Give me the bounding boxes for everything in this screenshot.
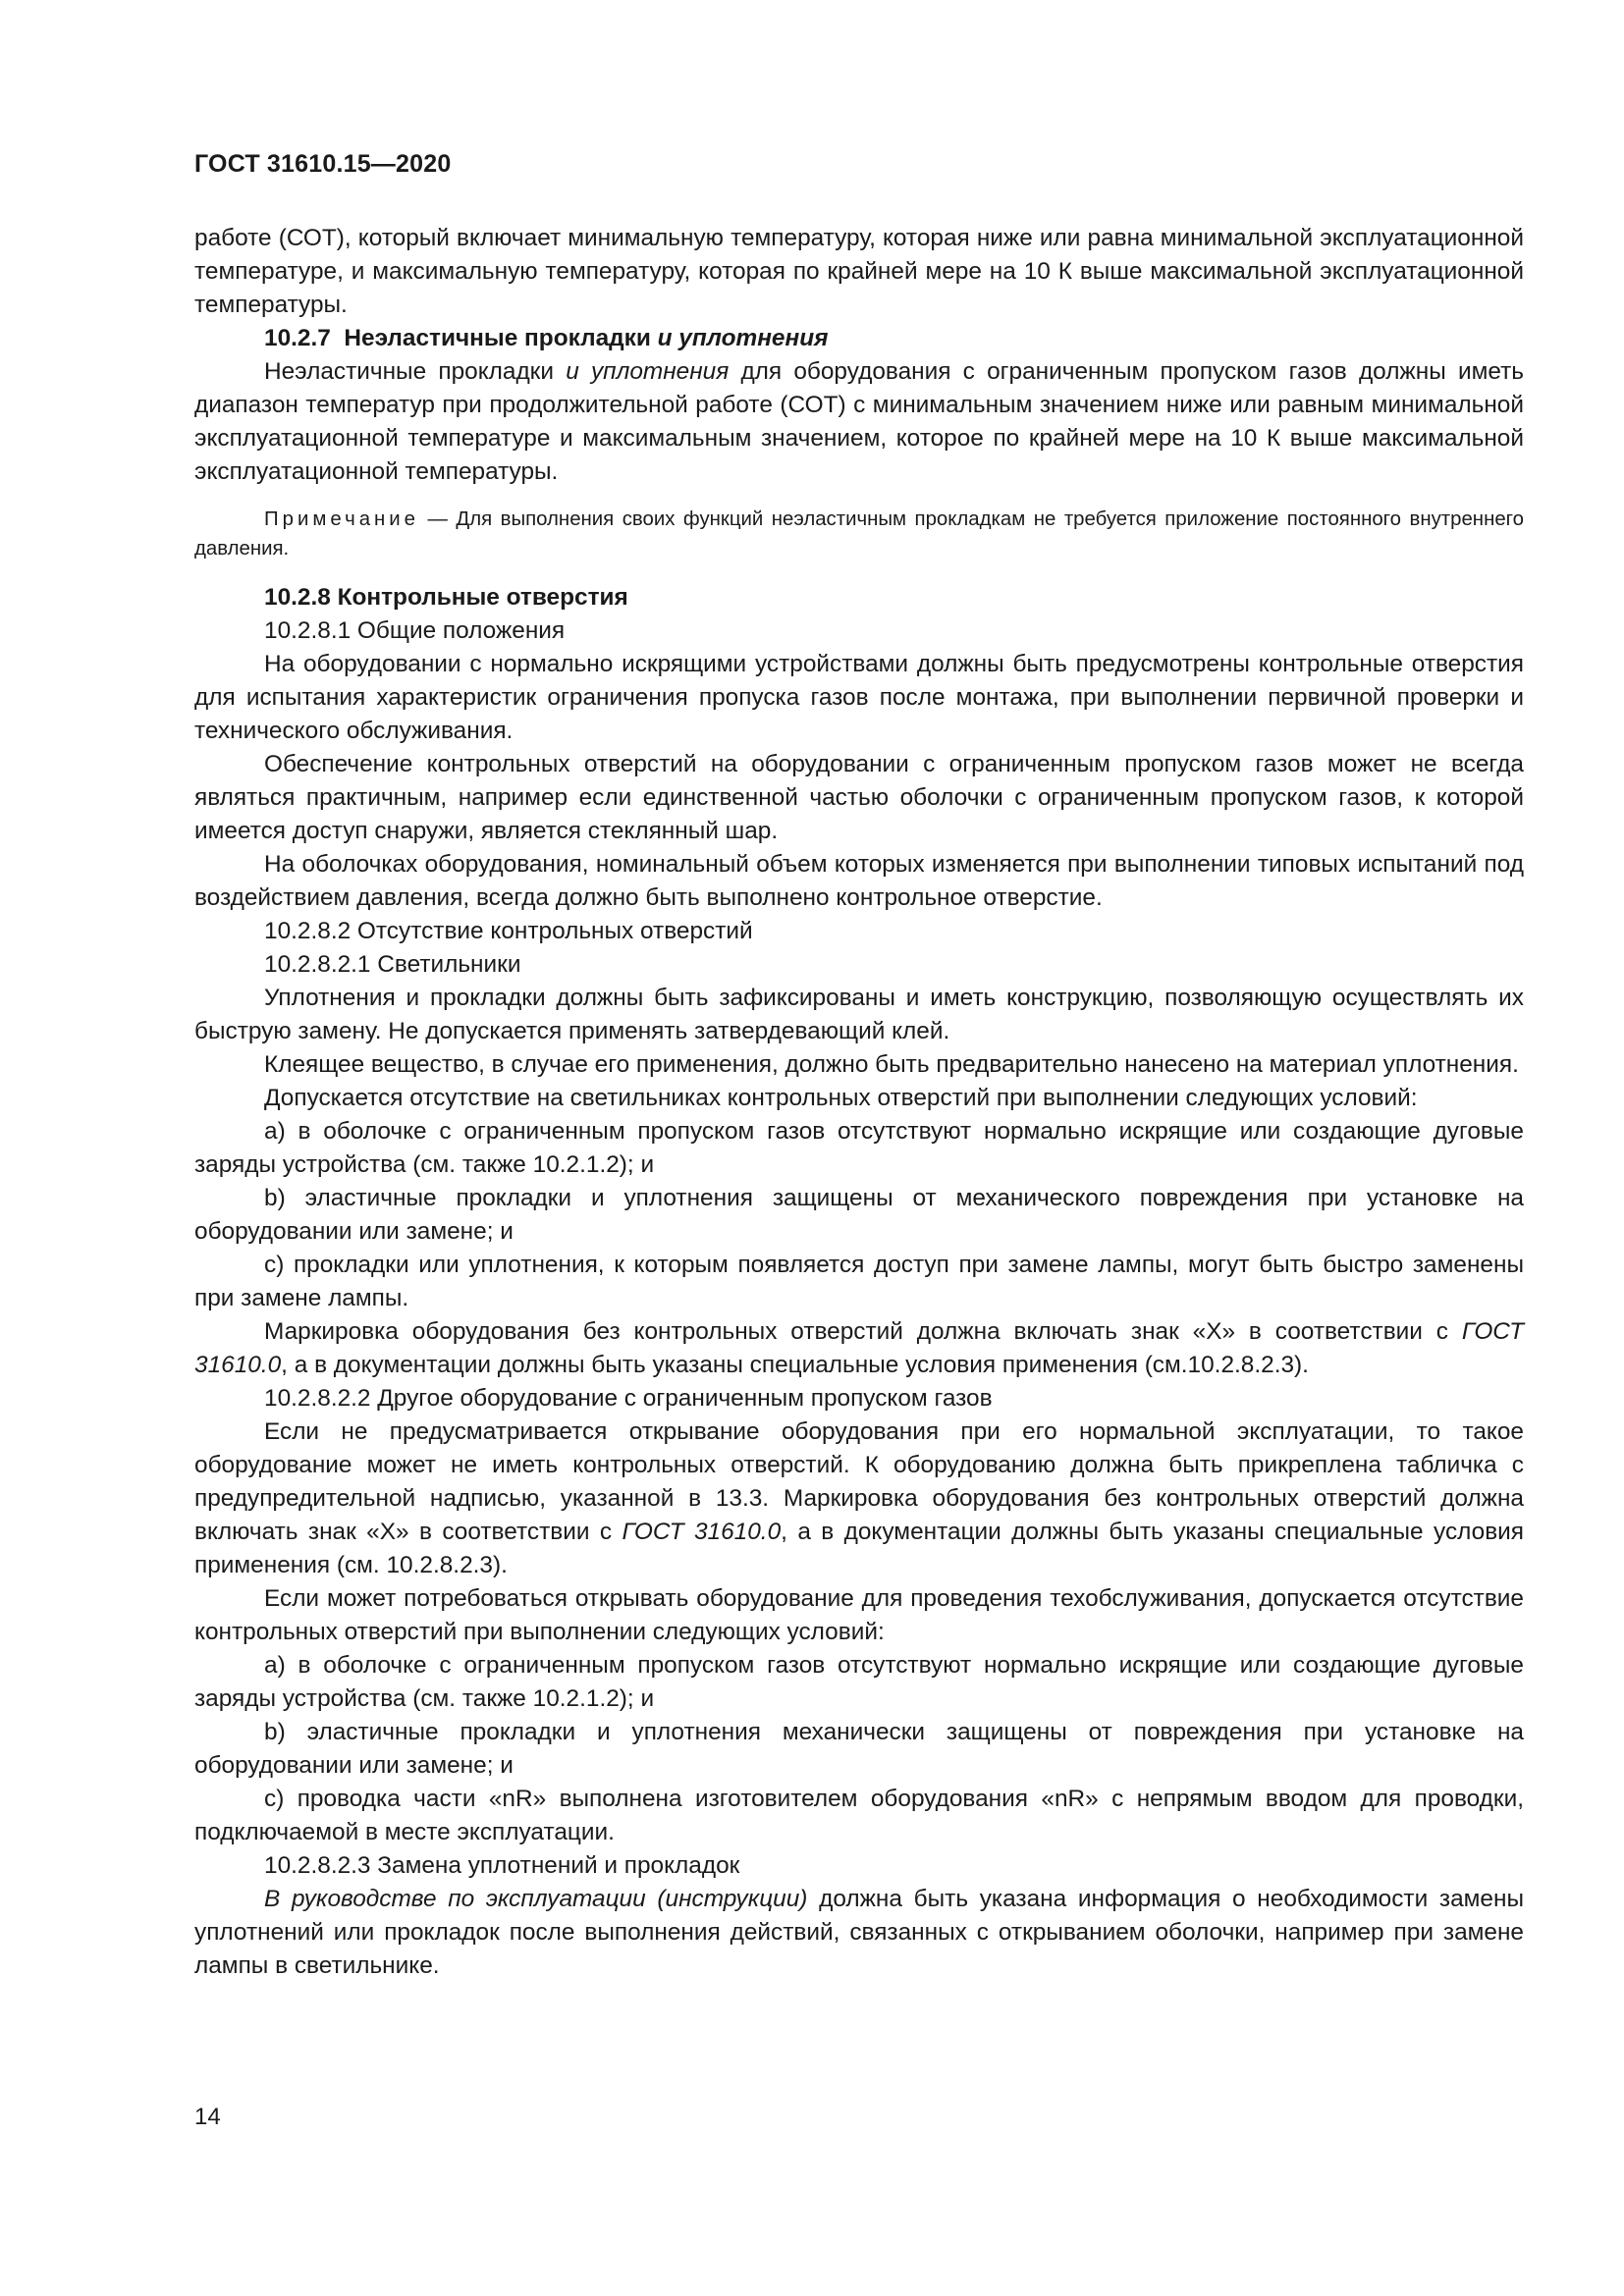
paragraph: работе (СОТ), который включает минимальную температуру, которая ниже или равна минимальной эксплуатационной температуре, и максимальную температуру, которая по крайней мере на 10 К выше максимальной эксплуатационной температуры. bbox=[194, 225, 1524, 318]
note bbox=[194, 505, 1524, 563]
paragraph: Допускается отсутствие на светильниках контрольных отверстий при выполнении следующих условий: bbox=[264, 1085, 1418, 1111]
subsection-heading: 10.2.8.2.3 Замена уплотнений и прокладок bbox=[264, 1852, 740, 1879]
document-number: ГОСТ 31610.15—2020 bbox=[194, 150, 452, 178]
subsection-heading: 10.2.8.2.1 Светильники bbox=[264, 951, 521, 978]
note-text: — Для выполнения своих функций неэластичным прокладкам не требуется приложение постоянного внутреннего давления. bbox=[194, 508, 1524, 560]
document-body bbox=[194, 222, 1524, 1983]
note-label: Примечание bbox=[264, 508, 420, 530]
paragraph: Уплотнения и прокладки должны быть зафиксированы и иметь конструкцию, позволяющую осуществлять их быструю замену. Не допускается применять затвердевающий клей. bbox=[194, 985, 1524, 1044]
paragraph: Обеспечение контрольных отверстий на оборудовании с ограниченным пропуском газов может не всегда являться практичным, например если единственной частью оболочки с ограниченным пропуском газов, к которой имеется доступ снаружи, является стеклянный шар. bbox=[194, 751, 1524, 844]
list-item: с) проводка части «nR» выполнена изготовителем оборудования «nR» с непрямым вводом для проводки, подключаемой в месте эксплуатации. bbox=[194, 1786, 1524, 1845]
paragraph: Клеящее вещество, в случае его применения, должно быть предварительно нанесено на материал уплотнения. bbox=[264, 1051, 1519, 1078]
section-title-italic: и уплотнения bbox=[657, 325, 829, 351]
list-item: с) прокладки или уплотнения, к которым появляется доступ при замене лампы, могут быть быстро заменены при замене лампы. bbox=[194, 1252, 1524, 1311]
paragraph: В руководстве по эксплуатации (инструкции) должна быть указана информация о необходимости замены уплотнений или прокладок после выполнения действий, связанных с открыванием оболочки, например при замене лампы в светильнике. bbox=[194, 1886, 1524, 1979]
subsection-heading: 10.2.8.2 Отсутствие контрольных отверстий bbox=[264, 918, 753, 944]
list-item: а) в оболочке с ограниченным пропуском газов отсутствуют нормально искрящие или создающие дуговые заряды устройства (см. также 10.2.1.2); и bbox=[194, 1652, 1524, 1712]
page-number: 14 bbox=[194, 2104, 221, 2130]
paragraph: Если не предусматривается открывание оборудования при его нормальной эксплуатации, то такое оборудование может не иметь контрольных отверстий. К оборудованию должна быть прикреплена табличка с предупредительной надписью, указанной в 13.3. Маркировка оборудования без контрольных отверстий должна включать знак «Х» в соответствии с ГОСТ 31610.0, а в документации должны быть указаны специальные условия применения (см. 10.2.8.2.3). bbox=[194, 1418, 1524, 1578]
paragraph: На оборудовании с нормально искрящими устройствами должны быть предусмотрены контрольные отверстия для испытания характеристик ограничения пропуска газов после монтажа, при выполнении первичной проверки и технического обслуживания. bbox=[194, 651, 1524, 744]
paragraph: Если может потребоваться открывать оборудование для проведения техобслуживания, допускается отсутствие контрольных отверстий при выполнении следующих условий: bbox=[194, 1585, 1524, 1645]
list-item: а) в оболочке с ограниченным пропуском газов отсутствуют нормально искрящие или создающие дуговые заряды устройства (см. также 10.2.1.2); и bbox=[194, 1118, 1524, 1178]
list-item: b) эластичные прокладки и уплотнения защищены от механического повреждения при установке на оборудовании или замене; и bbox=[194, 1185, 1524, 1245]
section-title: Неэластичные прокладки bbox=[344, 325, 651, 351]
subsection-heading: 10.2.8.2.2 Другое оборудование с ограниченным пропуском газов bbox=[264, 1385, 993, 1412]
paragraph: Неэластичные прокладки и уплотнения для оборудования с ограниченным пропуском газов должны иметь диапазон температур при продолжительной работе (СОТ) с минимальным значением ниже или равным минимальной эксплуатационной температуре и максимальным значением, которое по крайней мере на 10 К выше максимальной эксплуатационной температуры. bbox=[194, 358, 1524, 485]
paragraph: На оболочках оборудования, номинальный объем которых изменяется при выполнении типовых испытаний под воздействием давления, всегда должно быть выполнено контрольное отверстие. bbox=[194, 851, 1524, 911]
list-item: b) эластичные прокладки и уплотнения механически защищены от повреждения при установке на оборудовании или замене; и bbox=[194, 1719, 1524, 1779]
paragraph: Маркировка оборудования без контрольных отверстий должна включать знак «Х» в соответствии с ГОСТ 31610.0, а в документации должны быть указаны специальные условия применения (см.10.2.8.2.3). bbox=[194, 1318, 1524, 1378]
subsection-heading: 10.2.8.1 Общие положения bbox=[264, 617, 566, 644]
section-heading-10-2-7 bbox=[194, 322, 1524, 355]
section-number: 10.2.7 bbox=[264, 325, 331, 351]
section-heading-10-2-8: 10.2.8 Контрольные отверстия bbox=[264, 584, 628, 611]
